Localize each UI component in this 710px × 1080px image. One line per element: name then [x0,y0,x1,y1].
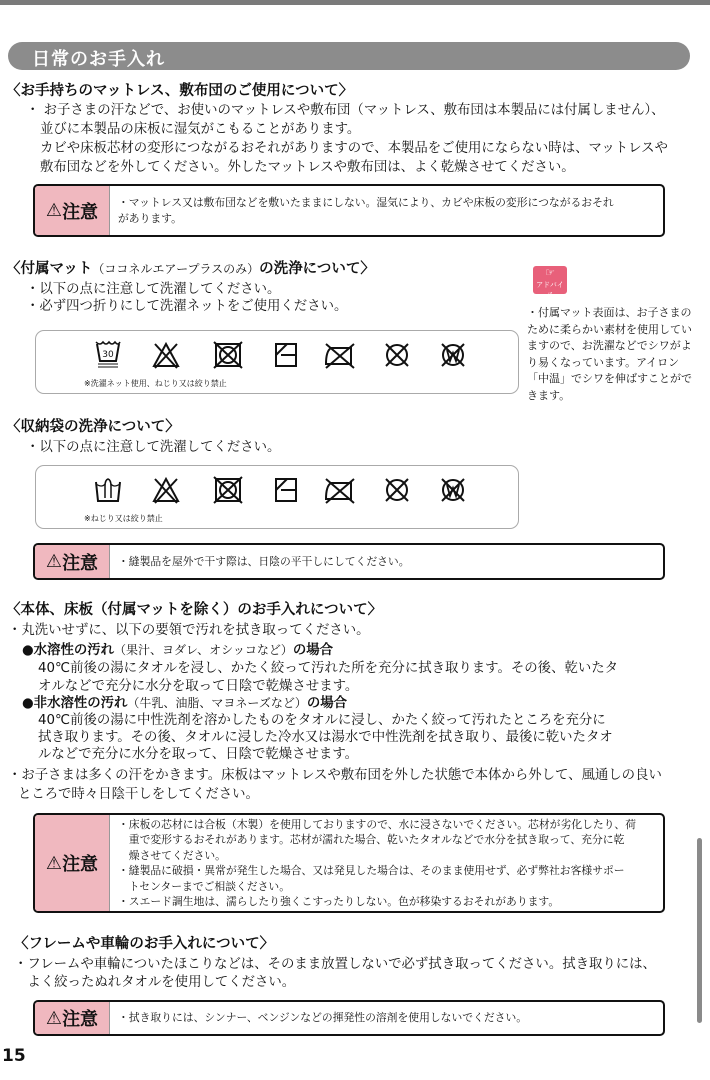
warning-icon: ⚠ [45,1007,63,1029]
mattress-line-1: ・ お子さまの汗などで、お使いのマットレスや敷布団（マットレス、敷布団は本製品には付属しません）、 [26,103,665,118]
top-edge [0,0,710,5]
no-bleach-icon [151,341,181,369]
mattress-line-3: カビや床板芯材の変形につながるおそれがありますので、本製品をご使用にならない時は、マットレスや [40,141,668,156]
caution-label: ⚠ 注意 [35,815,110,911]
care-note-mat: ※洗濯ネット使用、ねじり又は絞り禁止 [84,379,227,388]
caution-text: 燥させてください。 [118,848,226,862]
water-soluble-title: ●水溶性の汚れ（果汁、ヨダレ、オシッコなど）の場合 [22,643,334,658]
caution-text: ・縫製品を屋外で干す際は、日陰の平干しにしてください。 [118,554,410,568]
water-soluble-line-1: 40℃前後の湯にタオルを浸し、かたく絞って汚れた所を充分に拭き取ります。その後、乾いたタ [38,661,619,676]
section-heading-body: 〈本体、床板（付属マットを除く）のお手入れについて〉 [6,602,383,618]
line-dry-shade-icon [273,476,299,504]
caution-box-bag [33,543,665,580]
caution-label: ⚠ 注意 [35,545,110,578]
mat-wash-line-1: ・以下の点に注意して洗濯してください。 [26,282,281,297]
page-title-bar [8,42,690,70]
caution-text: ・拭き取りには、シンナー、ベンジンなどの揮発性の溶剤を使用しないでください。 [118,1011,528,1025]
caution-text: 重で変形するおそれがあります。芯材が濡れた場合、乾いたタオルなどで水分を拭き取って、充分に乾 [118,833,625,846]
non-water-soluble-title: ●非水溶性の汚れ（牛乳、油脂、マヨネーズなど）の場合 [22,696,347,711]
body-intro: ・丸洗いせずに、以下の要領で汚れを拭き取ってください。 [8,623,370,638]
bag-wash-line-1: ・以下の点に注意して洗濯してください。 [26,440,281,455]
caution-text: ・スエード調生地は、濡らしたり強くこすったりしない。色が移染するおそれがあります。 [118,895,560,908]
caution-box-frame [33,1000,665,1036]
pointing-hand-icon: ☞ [545,266,555,279]
caution-label: ⚠ 注意 [35,186,110,235]
no-iron-icon [323,341,357,369]
warning-icon: ⚠ [45,200,63,221]
section-heading-bag-wash: 〈収納袋の洗浄について〉 [6,419,180,435]
no-wet-clean-icon [439,341,467,369]
non-water-soluble-line-1: 40℃前後の湯に中性洗剤を溶かしたものをタオルに浸し、かたく絞って汚れたところを充分に [38,713,606,728]
no-tumble-dry-icon [213,476,243,504]
frame-line-1: ・フレームや車輪についたほこりなどは、そのまま放置しないで必ず拭き取ってください。拭き取りには、 [14,957,656,972]
mat-wash-line-2: ・必ず四つ折りにして洗濯ネットをご使用ください。 [26,299,348,314]
care-note-bag: ※ねじり又は絞り禁止 [84,514,163,523]
caution-text: ・マットレス又は敷布団などを敷いたままにしない。湿気により、カビや床板の変形につながるおそれ [118,196,614,209]
no-dry-clean-icon [383,476,411,504]
non-water-soluble-line-2: 拭き取ります。その後、タオルに浸した冷水又は湯水で中性洗剤を拭き取り、最後に乾いたタオ [38,730,613,745]
section-heading-frame: 〈フレームや車輪のお手入れについて〉 [14,936,275,952]
no-dry-clean-icon [383,341,411,369]
sweat-line-2: ところで時々日陰干しをしてください。 [18,787,259,802]
care-symbols-mat [35,330,519,394]
caution-text: トセンターまでご相談ください。 [118,879,290,893]
frame-line-2: よく絞ったぬれタオルを使用してください。 [14,975,296,990]
caution-text: があります。 [118,211,182,225]
no-tumble-dry-icon [213,341,243,369]
page-title: 日常のお手入れ [32,49,165,70]
line-dry-shade-icon [273,341,299,369]
warning-icon: ⚠ [45,551,63,572]
caution-box-body [33,813,665,913]
no-bleach-icon [151,476,181,504]
wash-30-icon [93,339,123,369]
hand-wash-icon [93,476,123,504]
mattress-line-4: 敷布団などを外してください。外したマットレスや敷布団は、よく乾燥させてください。 [40,160,575,175]
mattress-line-2: 並びに本製品の床板に湿気がこもることがあります。 [40,122,361,137]
advice-text: ・付属マット表面は、お子さまのために柔らかい素材を使用していますので、お洗濯などでシワがより易くなっています。アイロン「中温」でシワを伸ばすことができます。 [527,306,692,402]
svg-text:30: 30 [102,350,114,360]
page-number: 15 [2,1046,26,1066]
no-wet-clean-icon [439,476,467,504]
non-water-soluble-line-3: ルなどで充分に水分を取って、日陰で乾燥させます。 [38,747,359,762]
care-symbols-bag [35,465,519,529]
advice-icon: ☞ アドバイス [533,266,567,294]
sweat-line-1: ・お子さまは多くの汗をかきます。床板はマットレスや敷布団を外した状態で本体から外して、風通しの良い [8,768,662,783]
caution-text: ・床板の芯材には合板（木製）を使用しておりますので、水に浸さないでください。芯材が劣化したり、荷 [118,817,637,831]
section-heading-mat-wash: 〈付属マット（ココネルエアープラスのみ）の洗浄について〉 [6,261,375,277]
warning-icon: ⚠ [45,852,63,874]
caution-label: ⚠ 注意 [35,1002,110,1034]
caution-text: ・縫製品に破損・異常が発生した場合、又は発見した場合は、そのまま使用せず、必ず弊社お客様サポー [118,864,625,877]
water-soluble-line-2: オルなどで充分に水分を取って日陰で乾燥させます。 [38,679,359,694]
section-heading-mattress: 〈お手持ちのマットレス、敷布団のご使用について〉 [6,83,354,99]
scrollbar[interactable] [697,838,702,1023]
caution-box-mattress [33,184,665,237]
no-iron-icon [323,476,357,504]
